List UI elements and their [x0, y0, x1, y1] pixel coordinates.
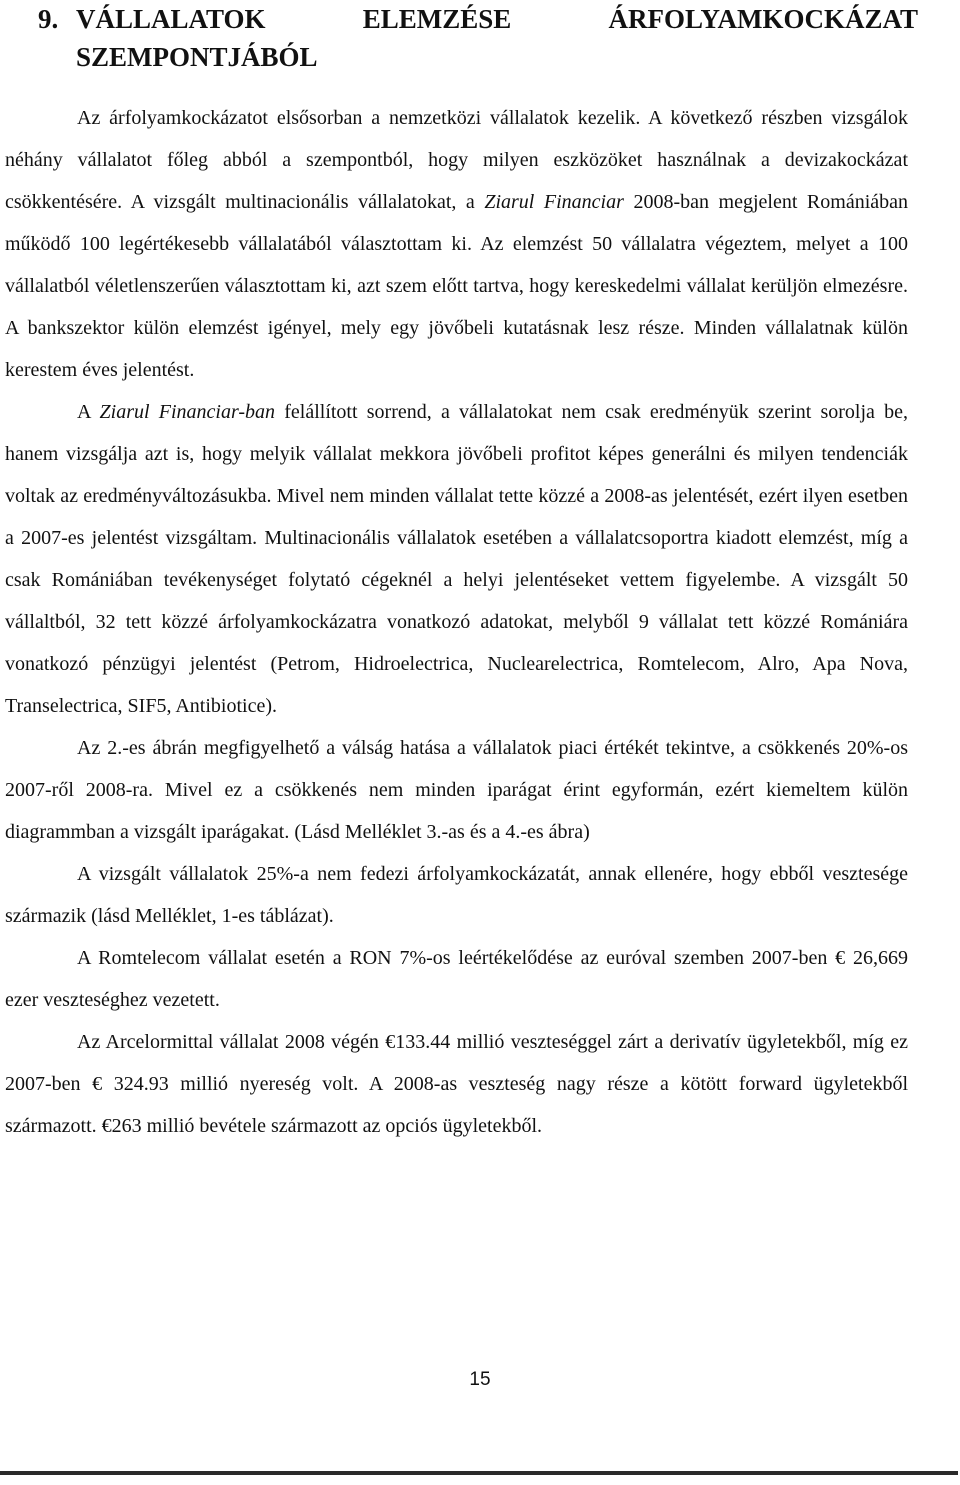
heading-line-1	[38, 0, 918, 38]
paragraph-2-italic: Ziarul Financiar-ban	[99, 401, 276, 423]
heading-number: 9.	[38, 4, 59, 34]
bottom-divider	[0, 1471, 958, 1475]
heading-line-2: SZEMPONTJÁBÓL	[76, 42, 318, 72]
paragraph-6: Az Arcelormittal vállalat 2008 végén €133.44 millió veszteséggel zárt a derivatív ügyletekből, míg ez 2007-ben € 324.93 millió nyereség volt. A 2008-as veszteség nagy része a kötött forward ügyletekből származott. €263 millió bevétele származott az opciós ügyletekből.	[5, 1031, 908, 1137]
paragraph-2-text-a: A	[77, 401, 100, 423]
body-text	[5, 97, 908, 1147]
paragraph-1-text-a: Az árfolyamkockázatot elsősorban a nemzetközi vállalatok kezelik. A következő részben vizsgálok néhány vállalatot főleg abból a szempontból, hogy milyen eszközöket használnak a devizakockázat csökkentésére. A vizsgált multinacionális vállalatokat, a	[5, 107, 908, 213]
paragraph-2-text-b: felállított sorrend, a vállalatokat nem csak eredményük szerint sorolja be, hanem vizsgálja azt is, hogy melyik vállalat mekkora jövőbeli profitot képes generálni és milyen tendenciák voltak az eredményváltozásukba. Mivel nem minden vállalat tette közzé a 2008-as jelentését, ezért ilyen esetben a 2007-es jelentést vizsgáltam. Multinacionális vállalatok esetében a vállalatcsoportra kiadott elemzést, míg a csak Romániában tevékenységet folytató cégeknél a helyi jelentéseket vettem figyelembe. A vizsgált 50 vállaltból, 32 tett közzé árfolyamkockázatra vonatkozó adatokat, melyből 9 vállalat tett közzé Romániára vonatkozó pénzügyi jelentést (Petrom, Hidroelectrica, Nuclearelectrica, Romtelecom, Alro, Apa Nova, Transelectrica, SIF5, Antibiotice).	[5, 401, 908, 717]
section-heading	[38, 0, 918, 76]
heading-word-3: ÁRFOLYAMKOCKÁZAT	[608, 4, 918, 34]
paragraph-4: A vizsgált vállalatok 25%-a nem fedezi árfolyamkockázatát, annak ellenére, hogy ebből vesztesége származik (lásd Melléklet, 1-es táblázat).	[5, 863, 908, 927]
paragraph-1-text-b: 2008-ban megjelent Romániában működő 100 legértékesebb vállalatából választottam ki. Az elemzést 50 vállalatra végeztem, melyet a 100 vállalatból véletlenszerűen választottam ki, azt szem előtt tartva, hogy kereskedelmi vállalat kerüljön elmezésre. A bankszektor külön elemzést igényel, mely egy jövőbeli kutatásnak lesz része. Minden vállalatnak külön kerestem éves jelentést.	[5, 191, 909, 381]
paragraph-1-italic: Ziarul Financiar	[484, 191, 624, 213]
paragraph-3: Az 2.-es ábrán megfigyelhető a válság hatása a vállalatok piaci értékét tekintve, a csökkenés 20%-os 2007-ről 2008-ra. Mivel ez a csökkenés nem minden iparágat érint egyformán, ezért kiemeltem külön diagrammban a vizsgált iparágakat. (Lásd Melléklet 3.-as és a 4.-es ábra)	[5, 737, 908, 843]
paragraph-1	[5, 97, 908, 391]
heading-words	[76, 0, 918, 38]
paragraph-2	[5, 391, 908, 727]
page-number: 15	[469, 1369, 491, 1390]
paragraph-5: A Romtelecom vállalat esetén a RON 7%-os leértékelődése az euróval szemben 2007-ben € 26,669 ezer veszteséghez vezetett.	[5, 947, 908, 1011]
heading-word-1: VÁLLALATOK	[76, 4, 266, 34]
heading-word-2: ELEMZÉSE	[362, 4, 512, 34]
